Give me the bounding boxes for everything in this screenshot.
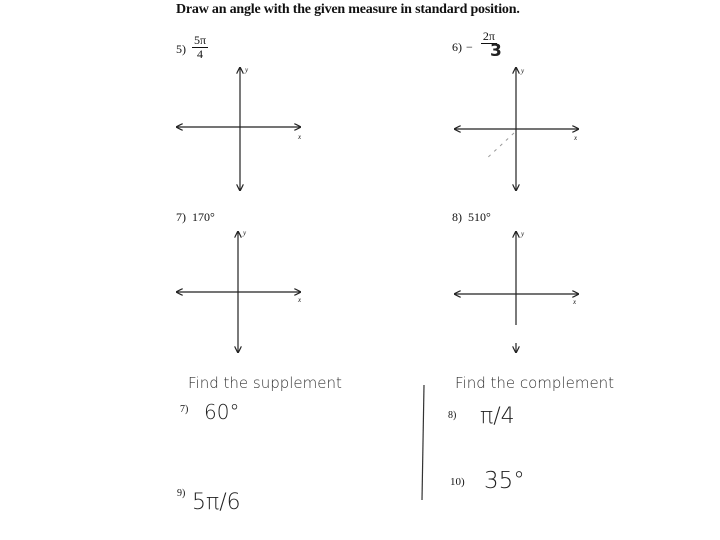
answer-7: 60°	[204, 400, 240, 424]
numerator: 2π	[482, 29, 495, 43]
numerator: 5π	[194, 33, 207, 47]
problem-6-number: 6)	[452, 40, 462, 54]
denominator: 4	[197, 47, 204, 61]
answer-9-number: 9)	[177, 488, 186, 499]
denominator: 3	[490, 41, 502, 61]
y-axis-label: y	[243, 229, 247, 237]
divider-line	[422, 385, 424, 500]
plane-5	[177, 68, 300, 190]
answer-7-number: 7)	[180, 404, 189, 415]
x-axis-label: x	[298, 133, 302, 141]
x-axis-label: x	[573, 298, 577, 306]
complement-heading: Find the complement	[455, 374, 615, 392]
answer-10: 35°	[484, 468, 525, 494]
number: 7)	[176, 210, 186, 224]
y-axis-label: y	[245, 66, 249, 74]
problem-6-sign: −	[466, 40, 473, 54]
answer-8: π/4	[480, 404, 515, 429]
supplement-heading: Find the supplement	[188, 374, 342, 392]
plane-8	[455, 232, 578, 352]
answer-9: 5π/6	[192, 490, 241, 515]
value: 170°	[192, 210, 215, 224]
number: 8)	[452, 210, 462, 224]
instructions: Draw an angle with the given measure in standard position.	[176, 2, 520, 17]
answer-10-number: 10)	[450, 476, 465, 488]
y-axis-label: y	[521, 230, 525, 238]
problem-5-number: 5)	[176, 42, 186, 56]
y-axis-label: y	[521, 67, 525, 75]
x-axis-label: x	[574, 134, 578, 142]
x-axis-label: x	[298, 296, 302, 304]
plane-7	[177, 232, 300, 352]
value: 510°	[468, 210, 491, 224]
plane-6	[455, 68, 578, 190]
answer-8-number: 8)	[448, 410, 457, 421]
